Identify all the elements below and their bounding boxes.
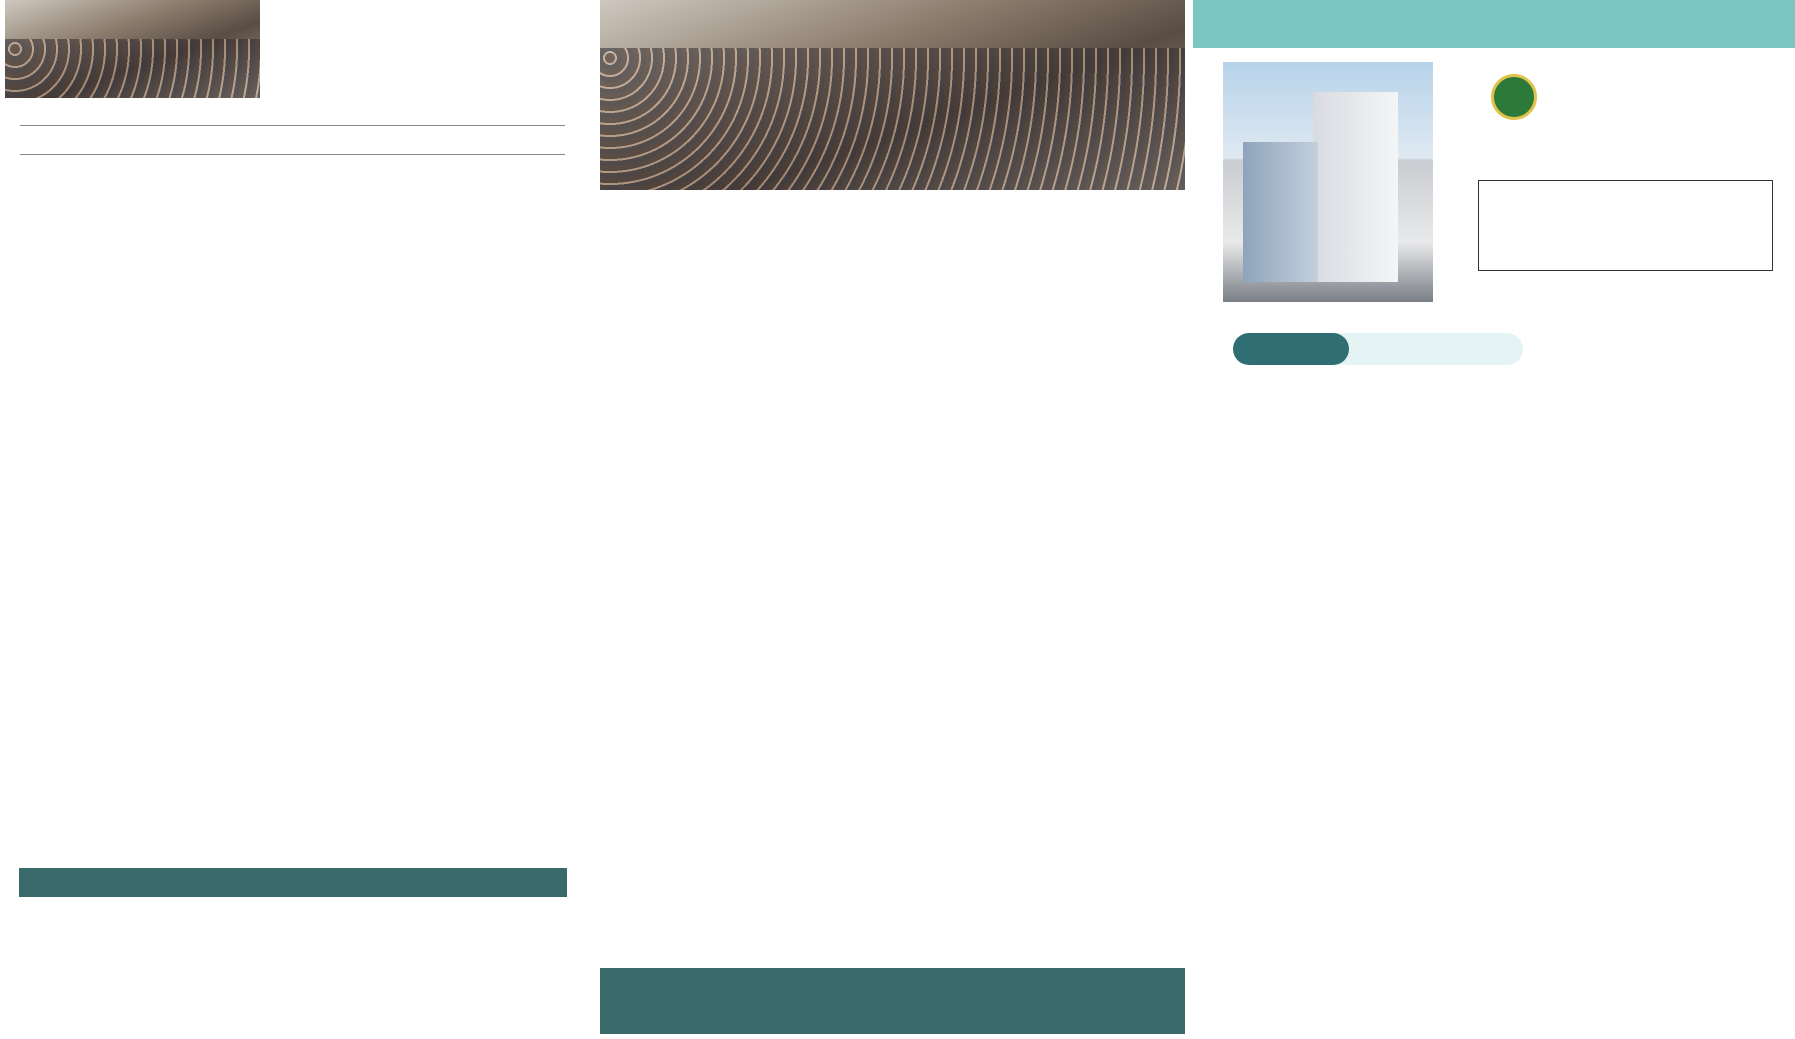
christmas-congregation-photo bbox=[600, 0, 1185, 190]
sunday-service-title bbox=[1233, 333, 1349, 365]
welcome-banner bbox=[20, 125, 565, 155]
sunday-school-photo bbox=[5, 0, 260, 98]
sermon-column bbox=[590, 0, 1195, 1039]
church-life-column bbox=[0, 0, 578, 1039]
motto-banner bbox=[1193, 0, 1795, 48]
sunday-service-header bbox=[1233, 333, 1523, 365]
worship-order-column bbox=[1193, 0, 1795, 1039]
scripture-box bbox=[1478, 180, 1773, 271]
church-logo bbox=[1491, 74, 1537, 120]
church-building-photo bbox=[1223, 62, 1433, 302]
staff-heading bbox=[19, 868, 567, 897]
church-address-footer bbox=[600, 968, 1185, 1034]
